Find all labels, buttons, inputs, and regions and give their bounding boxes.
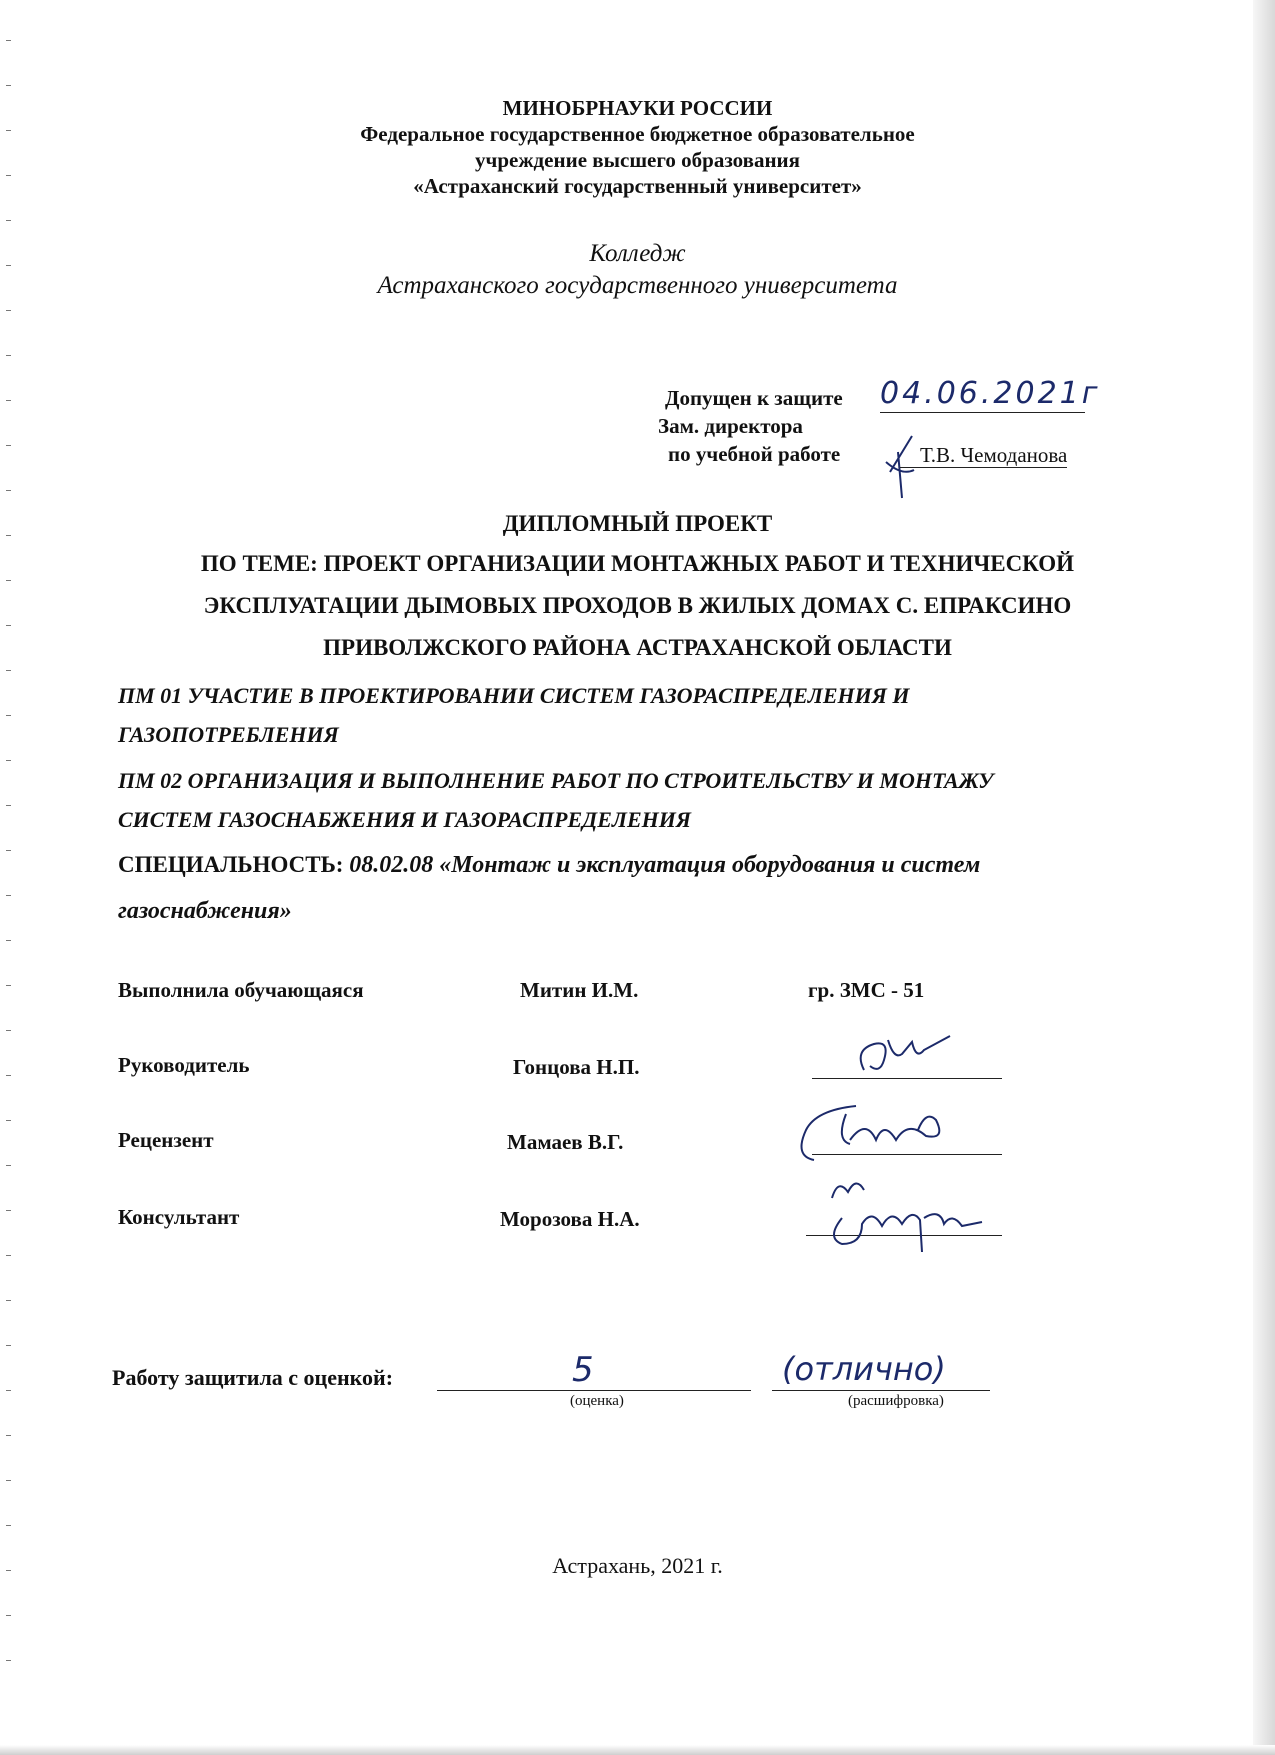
- consultant-name: Морозова Н.А.: [500, 1207, 640, 1231]
- grade-word-handwritten: (отлично): [782, 1350, 946, 1388]
- grade-value-caption: (оценка): [570, 1393, 624, 1409]
- specialty-value: 08.02.08 «Монтаж и эксплуатация оборудования и систем: [349, 852, 981, 878]
- consultant-signature: [812, 1168, 992, 1258]
- admitted-date-handwritten: 04.06.2021г: [880, 376, 1101, 411]
- college-block: [0, 238, 1275, 302]
- supervisor-role: Руководитель: [118, 1053, 250, 1077]
- grade-value-line: [437, 1389, 751, 1391]
- specialty-value-cont: газоснабжения»: [118, 898, 292, 924]
- project-topic-line: ЭКСПЛУАТАЦИИ ДЫМОВЫХ ПРОХОДОВ В ЖИЛЫХ ДОМАХ С. ЕПРАКСИНО: [203, 593, 1072, 618]
- grade-word-caption: (расшифровка): [848, 1393, 944, 1409]
- project-topic-line: ПО ТЕМЕ: ПРОЕКТ ОРГАНИЗАЦИИ МОНТАЖНЫХ РАБОТ И ТЕХНИЧЕСКОЙ: [200, 551, 1075, 576]
- college-title: Колледж: [589, 240, 686, 267]
- specialty-label: СПЕЦИАЛЬНОСТЬ:: [118, 852, 344, 877]
- deputy-director-label-2: по учебной работе: [668, 442, 841, 466]
- supervisor-signature: [850, 1030, 960, 1080]
- project-type: ДИПЛОМНЫЙ ПРОЕКТ: [502, 511, 773, 536]
- reviewer-name: Мамаев В.Г.: [507, 1130, 624, 1154]
- scan-bottom-shadow: [0, 1745, 1275, 1755]
- pm02-line: ПМ 02 ОРГАНИЗАЦИЯ И ВЫПОЛНЕНИЕ РАБОТ ПО СТРОИТЕЛЬСТВУ И МОНТАЖУ: [118, 768, 994, 793]
- student-group: гр. ЗМС - 51: [808, 978, 925, 1002]
- pm01-module: [118, 676, 993, 839]
- city-year: Астрахань, 2021 г.: [552, 1553, 723, 1578]
- reviewer-role: Рецензент: [118, 1128, 214, 1152]
- college-university: Астраханского государственного университета: [377, 272, 898, 299]
- student-role: Выполнила обучающаяся: [118, 978, 364, 1002]
- university-name: «Астраханский государственный университет»: [413, 174, 862, 198]
- deputy-name-field: [900, 443, 1067, 468]
- specialty-block: [118, 845, 1168, 931]
- pm02-line: СИСТЕМ ГАЗОСНАБЖЕНИЯ И ГАЗОРАСПРЕДЕЛЕНИЯ: [118, 807, 692, 832]
- deputy-name: Т.В. Чемоданова: [900, 443, 1067, 468]
- grade-word-line: [772, 1389, 990, 1391]
- ministry-header: [0, 95, 1275, 199]
- student-name: Митин И.М.: [520, 978, 639, 1002]
- grade-value-handwritten: 5: [572, 1350, 594, 1390]
- ministry-name: МИНОБРНАУКИ РОССИИ: [502, 96, 773, 120]
- institution-line: учреждение высшего образования: [474, 148, 801, 172]
- grade-label: Работу защитила с оценкой:: [112, 1365, 394, 1390]
- deputy-director-label: Зам. директора: [658, 414, 803, 438]
- pm01-line: ГАЗОПОТРЕБЛЕНИЯ: [118, 722, 339, 747]
- admitted-date-field: [880, 376, 1101, 413]
- supervisor-name: Гонцова Н.П.: [513, 1055, 640, 1079]
- consultant-role: Консультант: [118, 1205, 240, 1229]
- institution-line: Федеральное государственное бюджетное образовательное: [360, 122, 915, 146]
- pm01-line: ПМ 01 УЧАСТИЕ В ПРОЕКТИРОВАНИИ СИСТЕМ ГАЗОРАСПРЕДЕЛЕНИЯ И: [118, 683, 910, 708]
- project-topic-line: ПРИВОЛЖСКОГО РАЙОНА АСТРАХАНСКОЙ ОБЛАСТИ: [323, 635, 952, 660]
- admitted-label: Допущен к защите: [665, 386, 843, 410]
